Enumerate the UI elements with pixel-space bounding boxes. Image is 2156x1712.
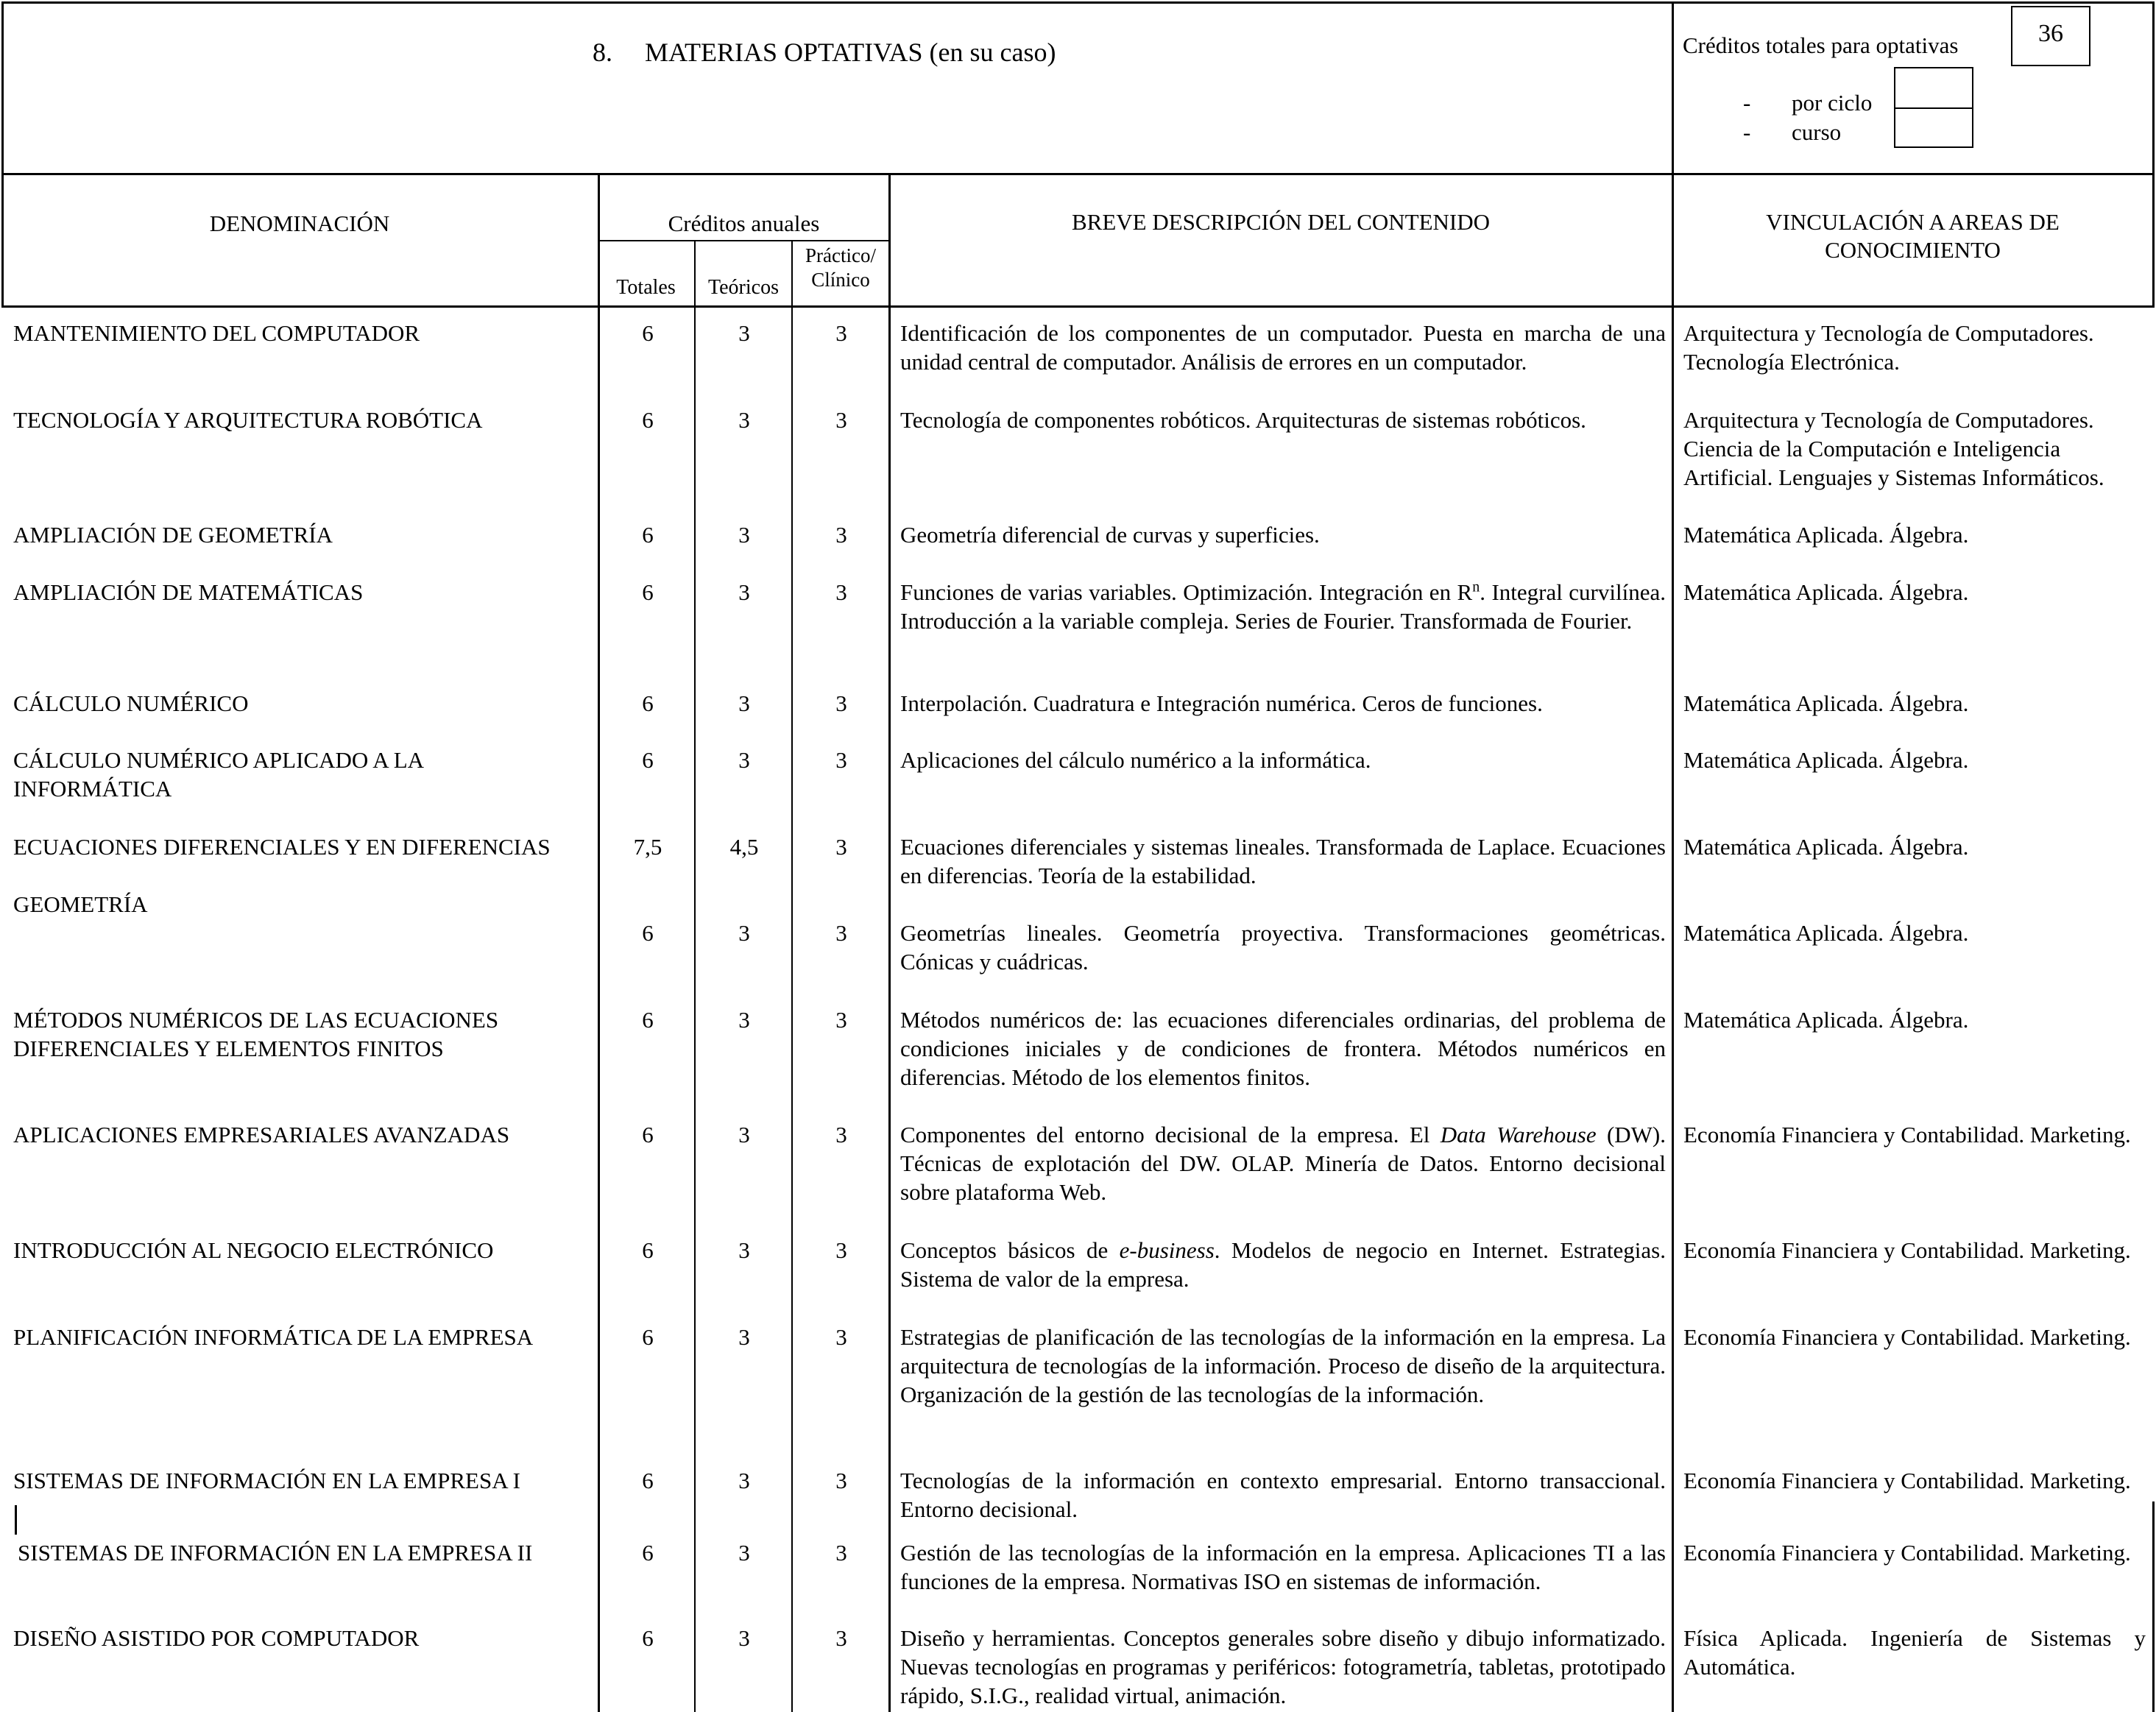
row-descripcion: [900, 578, 1666, 635]
row-area: Matemática Aplicada. Álgebra.: [1683, 920, 1969, 946]
row-teoricos: 3: [738, 579, 750, 605]
row-descripcion: Tecnologías de la información en contexto empresarial. Entorno transaccional. Entorno decisional.: [900, 1468, 1666, 1522]
row-descripcion: Gestión de las tecnologías de la información en la empresa. Aplicaciones TI a las funciones de la empresa. Normativas ISO en sistemas de información.: [900, 1540, 1666, 1594]
row-totales: 6: [642, 1625, 654, 1651]
row-denominacion: AMPLIACIÓN DE GEOMETRÍA: [13, 522, 333, 548]
row-descripcion: Estrategias de planificación de las tecnologías de la información en la empresa. La arquitectura de tecnologías de la información. Proceso de diseño de la arquitectura. Organización de la gestión de las tecnologías de la información.: [900, 1324, 1666, 1407]
col-header-descripcion: BREVE DESCRIPCIÓN DEL CONTENIDO: [1071, 209, 1491, 235]
row-descripcion: Geometrías lineales. Geometría proyectiva. Transformaciones geométricas. Cónicas y cuádricas.: [900, 920, 1666, 975]
row-denominacion: TECNOLOGÍA Y ARQUITECTURA ROBÓTICA: [13, 407, 483, 433]
section-title: MATERIAS OPTATIVAS (en su caso): [645, 38, 1056, 67]
row-practico: 3: [835, 579, 847, 605]
row-area: Arquitectura y Tecnología de Computadores. Ciencia de la Computación e Inteligencia Artificial. Lenguajes y Sistemas Informáticos.: [1683, 407, 2104, 490]
left-edge-lower: [15, 1505, 17, 1535]
row-denominacion: CÁLCULO NUMÉRICO: [13, 690, 249, 716]
row-teoricos: 3: [738, 690, 750, 716]
row-descripcion-part: Conceptos básicos de: [900, 1237, 1120, 1263]
row-area: Economía Financiera y Contabilidad. Marketing.: [1683, 1122, 2131, 1147]
row-denominacion: MANTENIMIENTO DEL COMPUTADOR: [13, 320, 420, 346]
por-ciclo-box-divider: [1894, 107, 1973, 109]
header-bottom-border: [1, 173, 2155, 175]
row-descripcion-part: Componentes del entorno decisional de la empresa. El: [900, 1122, 1441, 1147]
row-teoricos: 3: [738, 1122, 750, 1147]
row-totales: 6: [642, 522, 654, 548]
row-area: Economía Financiera y Contabilidad. Marketing.: [1683, 1324, 2131, 1350]
row-area: Matemática Aplicada. Álgebra.: [1683, 579, 1969, 605]
row-area: Economía Financiera y Contabilidad. Marketing.: [1683, 1237, 2131, 1263]
row-denominacion: SISTEMAS DE INFORMACIÓN EN LA EMPRESA II: [18, 1540, 533, 1566]
row-descripcion-part: Funciones de varias variables. Optimización. Integración en R: [900, 579, 1473, 605]
row-descripcion: Aplicaciones del cálculo numérico a la informática.: [900, 747, 1371, 773]
col-header-denominacion: DENOMINACIÓN: [209, 211, 390, 236]
por-ciclo-label: por ciclo: [1792, 90, 1873, 116]
row-area: Matemática Aplicada. Álgebra.: [1683, 690, 1969, 716]
row-descripcion: [900, 1120, 1666, 1206]
row-teoricos: 4,5: [729, 834, 759, 860]
right-border: [2152, 1, 2155, 305]
row-totales: 6: [642, 1324, 654, 1350]
row-area: Matemática Aplicada. Álgebra.: [1683, 834, 1969, 860]
row-teoricos: 3: [738, 920, 750, 946]
row-area: Arquitectura y Tecnología de Computadores. Tecnología Electrónica.: [1683, 320, 2094, 375]
section-number: 8.: [593, 38, 612, 67]
row-teoricos: 3: [738, 1324, 750, 1350]
col-header-practico-line2: Clínico: [811, 269, 870, 291]
left-border: [1, 1, 4, 305]
credits-total-label: Créditos totales para optativas: [1683, 32, 1959, 58]
col-header-teoricos: Teóricos: [707, 276, 779, 299]
row-practico: 3: [835, 1007, 847, 1033]
row-totales: 6: [642, 1237, 654, 1263]
row-teoricos: 3: [738, 1237, 750, 1263]
row-totales: 6: [642, 1540, 654, 1566]
row-totales: 6: [642, 1122, 654, 1147]
right-edge-lower: [2152, 1501, 2155, 1712]
row-totales: 7,5: [633, 834, 662, 860]
superscript-n: n: [1472, 579, 1480, 595]
row-practico: 3: [835, 1324, 847, 1350]
row-descripcion: Interpolación. Cuadratura e Integración numérica. Ceros de funciones.: [900, 690, 1543, 716]
row-totales: 6: [642, 579, 654, 605]
row-practico: 3: [835, 1237, 847, 1263]
row-totales: 6: [642, 320, 654, 346]
row-practico: 3: [835, 690, 847, 716]
row-practico: 3: [835, 522, 847, 548]
row-denominacion: APLICACIONES EMPRESARIALES AVANZADAS: [13, 1122, 510, 1147]
row-descripcion: [900, 1236, 1666, 1293]
row-practico: 3: [835, 1468, 847, 1493]
row-totales: 6: [642, 407, 654, 433]
col-header-vinculacion-line2: CONOCIMIENTO: [1825, 237, 2001, 263]
col-header-totales: Totales: [616, 276, 676, 299]
row-descripcion: Geometría diferencial de curvas y superficies.: [900, 522, 1320, 548]
row-descripcion: Tecnología de componentes robóticos. Arquitecturas de sistemas robóticos.: [900, 407, 1586, 433]
row-area: Economía Financiera y Contabilidad. Marketing.: [1683, 1540, 2131, 1566]
row-teoricos: 3: [738, 1468, 750, 1493]
row-denominacion: ECUACIONES DIFERENCIALES Y EN DIFERENCIAS: [13, 834, 551, 860]
row-area: Matemática Aplicada. Álgebra.: [1683, 522, 1969, 548]
row-descripcion-part: (DW). Técnicas de explotación del DW. OLAP. Minería de Datos. Entorno decisional sobre plataforma Web.: [900, 1122, 1666, 1205]
row-teoricos: 3: [738, 1007, 750, 1033]
row-teoricos: 3: [738, 320, 750, 346]
row-totales: 6: [642, 1007, 654, 1033]
row-denominacion: CÁLCULO NUMÉRICO APLICADO A LA INFORMÁTICA: [13, 747, 423, 802]
row-teoricos: 3: [738, 522, 750, 548]
row-practico: 3: [835, 1122, 847, 1147]
row-denominacion: SISTEMAS DE INFORMACIÓN EN LA EMPRESA I: [13, 1468, 520, 1493]
row-area: Matemática Aplicada. Álgebra.: [1683, 1007, 1969, 1033]
row-descripcion: Diseño y herramientas. Conceptos generales sobre diseño y dibujo informatizado. Nuevas tecnologías en programas y periféricos: fotogrametría, tabletas, prototipado rápido, S.I.G., realidad virtual, animación.: [900, 1625, 1666, 1708]
row-denominacion: AMPLIACIÓN DE MATEMÁTICAS: [13, 579, 364, 605]
row-practico: 3: [835, 407, 847, 433]
row-area: Matemática Aplicada. Álgebra.: [1683, 747, 1969, 773]
column-header-bottom-border: [1, 305, 2155, 308]
row-teoricos: 3: [738, 1625, 750, 1651]
row-denominacion: GEOMETRÍA: [13, 891, 148, 917]
row-denominacion: PLANIFICACIÓN INFORMÁTICA DE LA EMPRESA: [13, 1324, 534, 1350]
row-descripcion-italic: Data Warehouse: [1440, 1122, 1597, 1147]
row-descripcion: Identificación de los componentes de un computador. Puesta en marcha de una unidad central de computador. Análisis de errores en un computador.: [900, 320, 1666, 375]
row-practico: 3: [835, 1540, 847, 1566]
curso-label: curso: [1792, 119, 1842, 145]
row-denominacion: MÉTODOS NUMÉRICOS DE LAS ECUACIONES DIFERENCIALES Y ELEMENTOS FINITOS: [13, 1007, 499, 1061]
row-descripcion: Ecuaciones diferenciales y sistemas lineales. Transformada de Laplace. Ecuaciones en diferencias. Teoría de la estabilidad.: [900, 834, 1666, 888]
col-header-practico-line1: Práctico/: [805, 244, 876, 266]
row-practico: 3: [835, 1625, 847, 1651]
col-header-creditos-anuales: Créditos anuales: [668, 211, 820, 236]
row-totales: 6: [642, 920, 654, 946]
row-totales: 6: [642, 747, 654, 773]
creditos-subheader-line: [598, 240, 890, 241]
top-border: [1, 1, 2155, 4]
row-practico: 3: [835, 920, 847, 946]
row-area: Física Aplicada. Ingeniería de Sistemas y Automática.: [1683, 1625, 2146, 1680]
col-header-vinculacion-line1: VINCULACIÓN A AREAS DE: [1766, 209, 2060, 235]
row-practico: 3: [835, 320, 847, 346]
row-teoricos: 3: [738, 747, 750, 773]
row-descripcion: Métodos numéricos de: las ecuaciones diferenciales ordinarias, del problema de condiciones iniciales y de condiciones de frontera. Métodos numéricos en diferencias. Método de los elementos finitos.: [900, 1007, 1666, 1090]
row-practico: 3: [835, 834, 847, 860]
row-denominacion: DISEÑO ASISTIDO POR COMPUTADOR: [13, 1625, 420, 1651]
row-descripcion-italic: e-business: [1119, 1237, 1215, 1263]
row-descripcion-part: . Modelos de negocio en Internet. Estrategias. Sistema de valor de la empresa.: [900, 1237, 1666, 1292]
row-teoricos: 3: [738, 407, 750, 433]
row-practico: 3: [835, 747, 847, 773]
credits-total-value: 36: [2038, 20, 2063, 47]
row-descripcion-part: . Integral curvilínea. Introducción a la variable compleja. Series de Fourier. Transformada de Fourier.: [900, 579, 1666, 634]
row-area: Economía Financiera y Contabilidad. Marketing.: [1683, 1468, 2131, 1493]
row-denominacion: INTRODUCCIÓN AL NEGOCIO ELECTRÓNICO: [13, 1237, 494, 1263]
row-teoricos: 3: [738, 1540, 750, 1566]
row-totales: 6: [642, 1468, 654, 1493]
row-totales: 6: [642, 690, 654, 716]
curso-dash: -: [1743, 119, 1751, 145]
por-ciclo-dash: -: [1743, 90, 1751, 116]
